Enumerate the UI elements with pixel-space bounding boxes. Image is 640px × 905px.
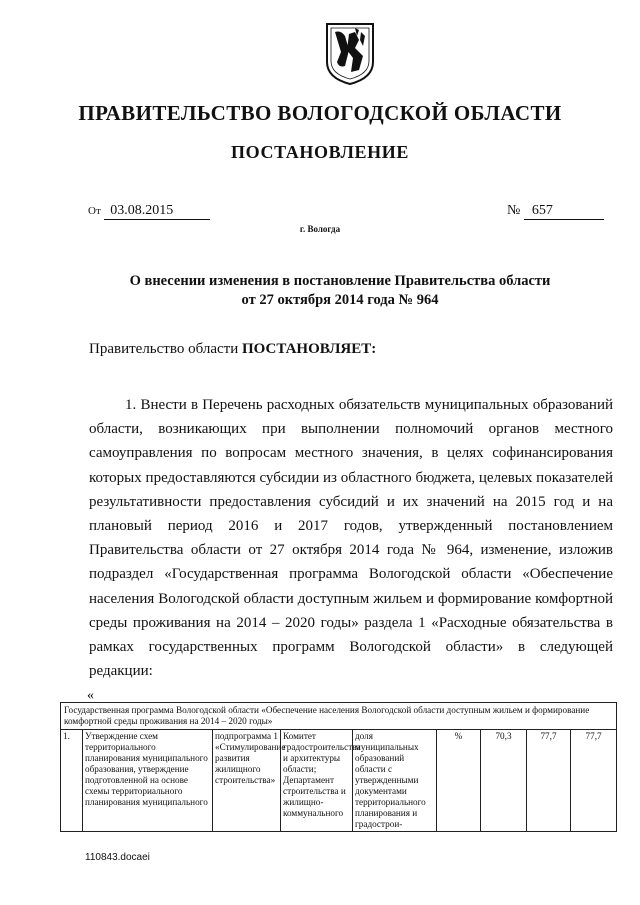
date-value: 03.08.2015 (104, 203, 210, 220)
document-type: ПОСТАНОВЛЕНИЕ (231, 142, 409, 162)
number-value: 657 (524, 203, 604, 220)
number-label: № (507, 203, 521, 218)
document-number (507, 203, 604, 220)
coat-of-arms-emblem (325, 22, 375, 86)
decision-verb: ПОСТАНОВЛЯЕТ: (241, 341, 377, 357)
decision-prefix: Правительство области (89, 341, 242, 357)
document-date (88, 203, 210, 220)
cell-indicator: доля муниципальных образований области с утвержденными документами территориального планирования и градострои- (353, 730, 437, 832)
cell-number: 1. (61, 730, 83, 832)
cell-subprogram: подпрограмма 1 «Стимулирование развития жилищного строительства» (213, 730, 281, 832)
city-label: г. Вологда (299, 224, 341, 234)
table-program-header: Государственная программа Вологодской области «Обеспечение населения Вологодской области доступным жильем и формирование комфортной среды проживания на 2014 – 2020 годы» (61, 703, 617, 730)
subject-line-1: О внесении изменения в постановление Правительства области (129, 273, 551, 289)
cell-value-2015: 70,3 (481, 730, 527, 832)
cell-unit: % (437, 730, 481, 832)
body-paragraph-1: 1. Внести в Перечень расходных обязательств муниципальных образований области, возникающих при выполнении полномочий органов местного самоуправления по вопросам местного значения, в целях софинансирования которых предоставляются субсидии из областного бюджета, целевых показателей результативности предоставления субсидий и их значений на 2015 год и на плановый период 2016 и 2017 годов, утвержденный постановлением Правительства области от 27 октября 2014 года № 964, изменение, изложив подраздел «Государственная программа Вологодской области «Обеспечение населения Вологодской области доступным жильем и формирование комфортной среды проживания на 2014 – 2020 годы» раздела 1 «Расходные обязательства в рамках государственных программ Вологодской области» в следующей редакции: (89, 397, 613, 680)
cell-value-2016: 77,7 (527, 730, 571, 832)
cell-obligation: Утверждение схем территориального планирования муниципального образования, утверждение подготовленной на основе схемы территориального планирования муниципального (83, 730, 213, 832)
decision-statement (89, 341, 376, 358)
cell-value-2017: 77,7 (571, 730, 617, 832)
government-title: ПРАВИТЕЛЬСТВО ВОЛОГОДСКОЙ ОБЛАСТИ (78, 101, 562, 125)
footer-file-name: 110843.docaei (85, 852, 150, 863)
date-label: От (88, 205, 101, 217)
obligations-table (60, 702, 617, 832)
subject-line-2: от 27 октября 2014 года № 964 (241, 292, 439, 308)
cell-executor: Комитет градостроительства и архитектуры области; Департамент строительства и жилищно-коммунального (281, 730, 353, 832)
document-subject (70, 272, 610, 310)
table-row (61, 730, 617, 832)
opening-quote: « (87, 688, 94, 703)
